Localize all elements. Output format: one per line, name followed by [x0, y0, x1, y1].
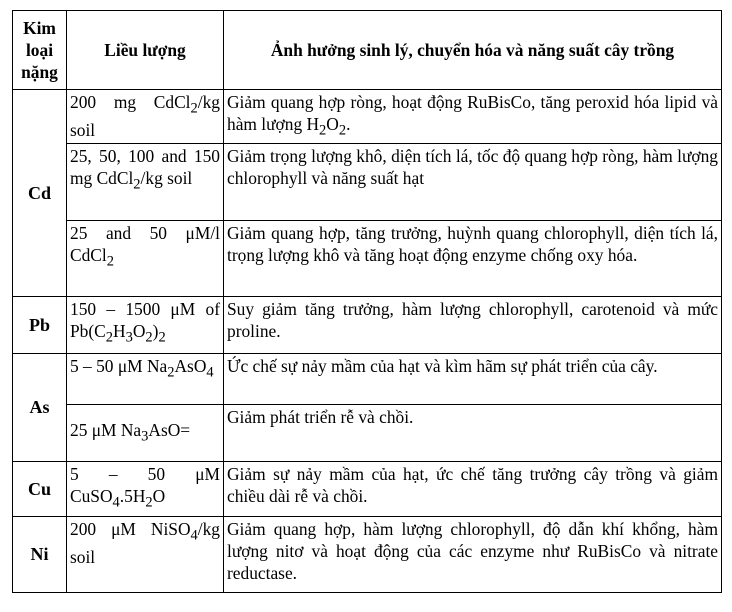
dose-cell: 25 μM $Na_3AsO=$	[67, 405, 224, 462]
header-dose: Liều lượng	[67, 11, 224, 90]
dose-cell: 150 – 1500 μM of $Pb(C_2H_3O_2)_2$	[67, 297, 224, 354]
table-row	[13, 354, 722, 405]
effect-cell: Ức chế sự nảy mầm của hạt và kìm hãm sự phát triển của cây.	[224, 354, 722, 405]
effect-cell: Giảm quang hợp, tăng trưởng, huỳnh quang chlorophyll, diện tích lá, trọng lượng khô và tăng hoạt động enzyme chống oxy hóa.	[224, 221, 722, 297]
effect-cell: Giảm quang hợp ròng, hoạt động RuBisCo, tăng peroxid hóa lipid và hàm lượng $H_2O_2$.	[224, 90, 722, 144]
metal-cell-cd: Cd	[13, 90, 67, 297]
table-row	[13, 90, 722, 144]
metal-cell-cu: Cu	[13, 462, 67, 516]
dose-cell: 200 μM NiSO$_4$/kg soil	[67, 516, 224, 592]
table-row	[13, 221, 722, 297]
metal-cell-ni: Ni	[13, 516, 67, 592]
effect-cell: Suy giảm tăng trưởng, hàm lượng chlorophyll, carotenoid và mức proline.	[224, 297, 722, 354]
table-row	[13, 462, 722, 516]
effect-cell: Giảm quang hợp, hàm lượng chlorophyll, độ dẫn khí khổng, hàm lượng nitơ và hoạt động của các enzyme như RuBisCo và nitrate reductase.	[224, 516, 722, 592]
effect-cell: Giảm trọng lượng khô, diện tích lá, tốc độ quang hợp ròng, hàm lượng chlorophyll và năng suất hạt	[224, 144, 722, 221]
header-effect: Ảnh hưởng sinh lý, chuyển hóa và năng suất cây trồng	[224, 11, 722, 90]
dose-cell: 200 mg CdCl$_2$/kg soil	[67, 90, 224, 144]
header-row	[13, 11, 722, 90]
table-row	[13, 144, 722, 221]
table-row	[13, 516, 722, 592]
header-metal: Kim loại nặng	[13, 11, 67, 90]
metal-cell-pb: Pb	[13, 297, 67, 354]
effect-cell: Giảm phát triển rễ và chồi.	[224, 405, 722, 462]
heavy-metal-effects-table	[12, 10, 722, 593]
dose-cell: 5 – 50 μM $Na_2AsO_4$	[67, 354, 224, 405]
dose-cell: 25 and 50 μM/l CdCl$_2$	[67, 221, 224, 297]
dose-cell: 5 – 50 μM $CuSO_4.5H_2O$	[67, 462, 224, 516]
table-row	[13, 405, 722, 462]
dose-cell: 25, 50, 100 and 150 mg CdCl$_2$/kg soil	[67, 144, 224, 221]
table-row	[13, 297, 722, 354]
metal-cell-as: As	[13, 354, 67, 462]
effect-cell: Giảm sự nảy mầm của hạt, ức chế tăng trưởng cây trồng và giảm chiều dài rễ và chồi.	[224, 462, 722, 516]
